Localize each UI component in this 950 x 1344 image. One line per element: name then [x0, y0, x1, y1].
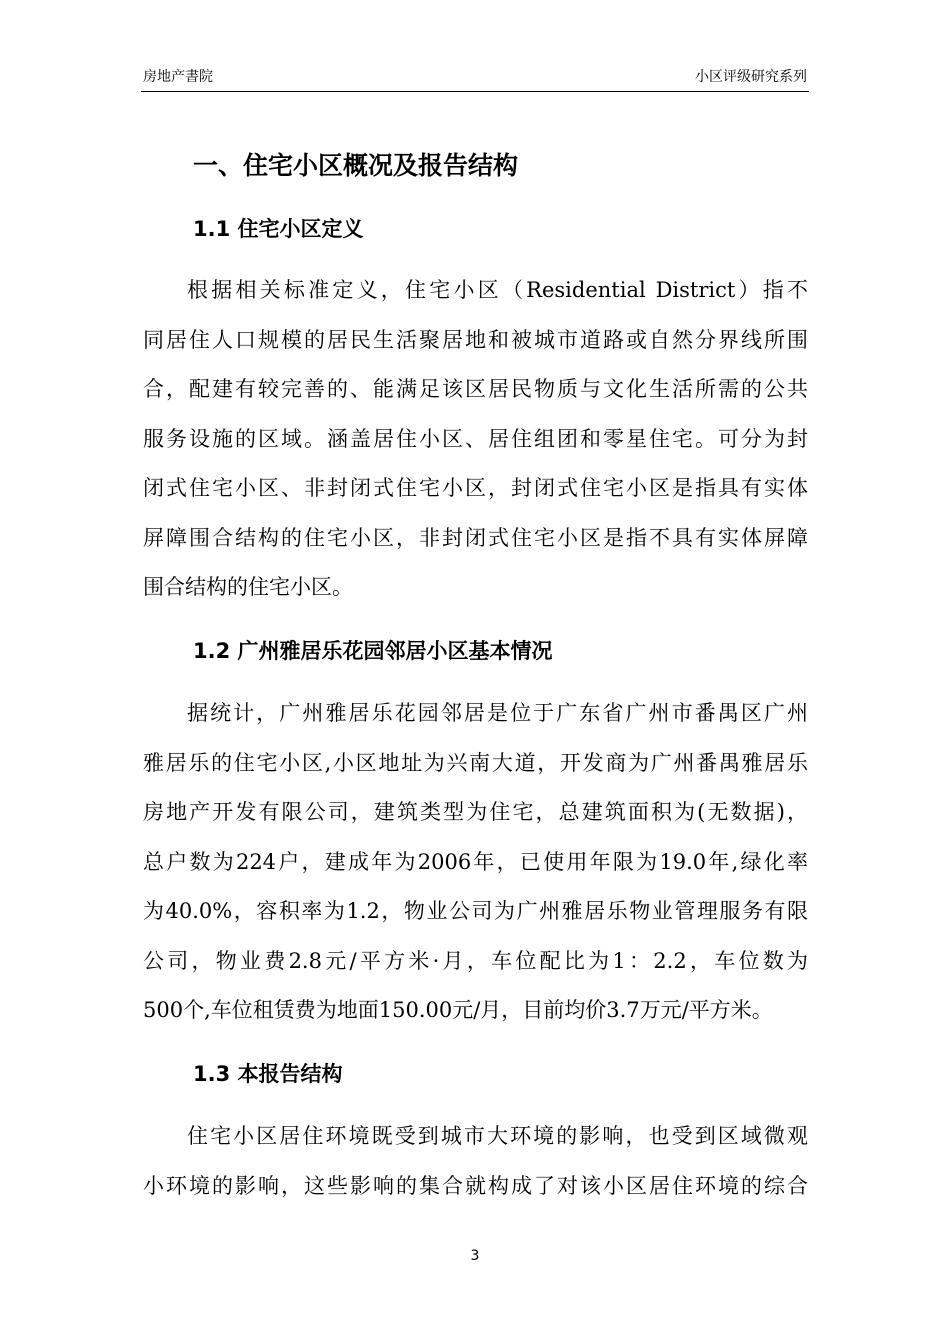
text-line: 闭式住宅小区、非封闭式住宅小区，封闭式住宅小区是指具有实体 — [143, 476, 808, 500]
text-line: 围合结构的住宅小区。 — [143, 575, 353, 599]
text-line: 根据相关标准定义，住宅小区（Residential District）指不 — [187, 278, 808, 302]
text-line: 据统计，广州雅居乐花园邻居是位于广东省广州市番禺区广州 — [187, 701, 808, 725]
page-number: 3 — [470, 1248, 480, 1264]
header-left: 房地产書院 — [143, 69, 213, 85]
section-heading-1-1: 1.1 住宅小区定义 — [193, 217, 364, 241]
paragraph-1-2 — [143, 697, 808, 1044]
section-heading-1-2: 1.2 广州雅居乐花园邻居小区基本情况 — [193, 639, 553, 663]
paragraph-1-1 — [143, 274, 808, 621]
paragraph-1-3 — [143, 1120, 808, 1219]
text-line: 总户数为224户，建成年为2006年，已使用年限为19.0年,绿化率 — [143, 849, 808, 874]
header-right: 小区评级研究系列 — [695, 69, 807, 85]
text-line: 公司，物业费2.8元/平方米·月，车位配比为1：2.2，车位数为 — [143, 948, 808, 973]
text-line: 小环境的影响，这些影响的集合就构成了对该小区居住环境的综合 — [143, 1173, 808, 1198]
text-line: 合，配建有较完善的、能满足该区居民物质与文化生活所需的公共 — [143, 377, 808, 401]
text-line: 为40.0%，容积率为1.2，物业公司为广州雅居乐物业管理服务有限 — [143, 899, 808, 923]
text-line: 住宅小区居住环境既受到城市大环境的影响，也受到区域微观 — [187, 1124, 808, 1148]
text-line: 同居住人口规模的居民生活聚居地和被城市道路或自然分界线所围 — [143, 327, 808, 352]
header-rule — [141, 91, 809, 92]
text-line: 屏障围合结构的住宅小区，非封闭式住宅小区是指不具有实体屏障 — [143, 525, 808, 550]
text-line: 雅居乐的住宅小区,小区地址为兴南大道，开发商为广州番禺雅居乐 — [143, 750, 808, 775]
text-line: 服务设施的区域。涵盖居住小区、居住组团和零星住宅。可分为封 — [143, 426, 808, 451]
text-line: 500个,车位租赁费为地面150.00元/月，目前均价3.7万元/平方米。 — [143, 998, 773, 1022]
section-heading-1-3: 1.3 本报告结构 — [193, 1062, 343, 1086]
text-line: 房地产开发有限公司，建筑类型为住宅，总建筑面积为(无数据)， — [143, 800, 808, 824]
chapter-title: 一、住宅小区概况及报告结构 — [193, 151, 519, 180]
